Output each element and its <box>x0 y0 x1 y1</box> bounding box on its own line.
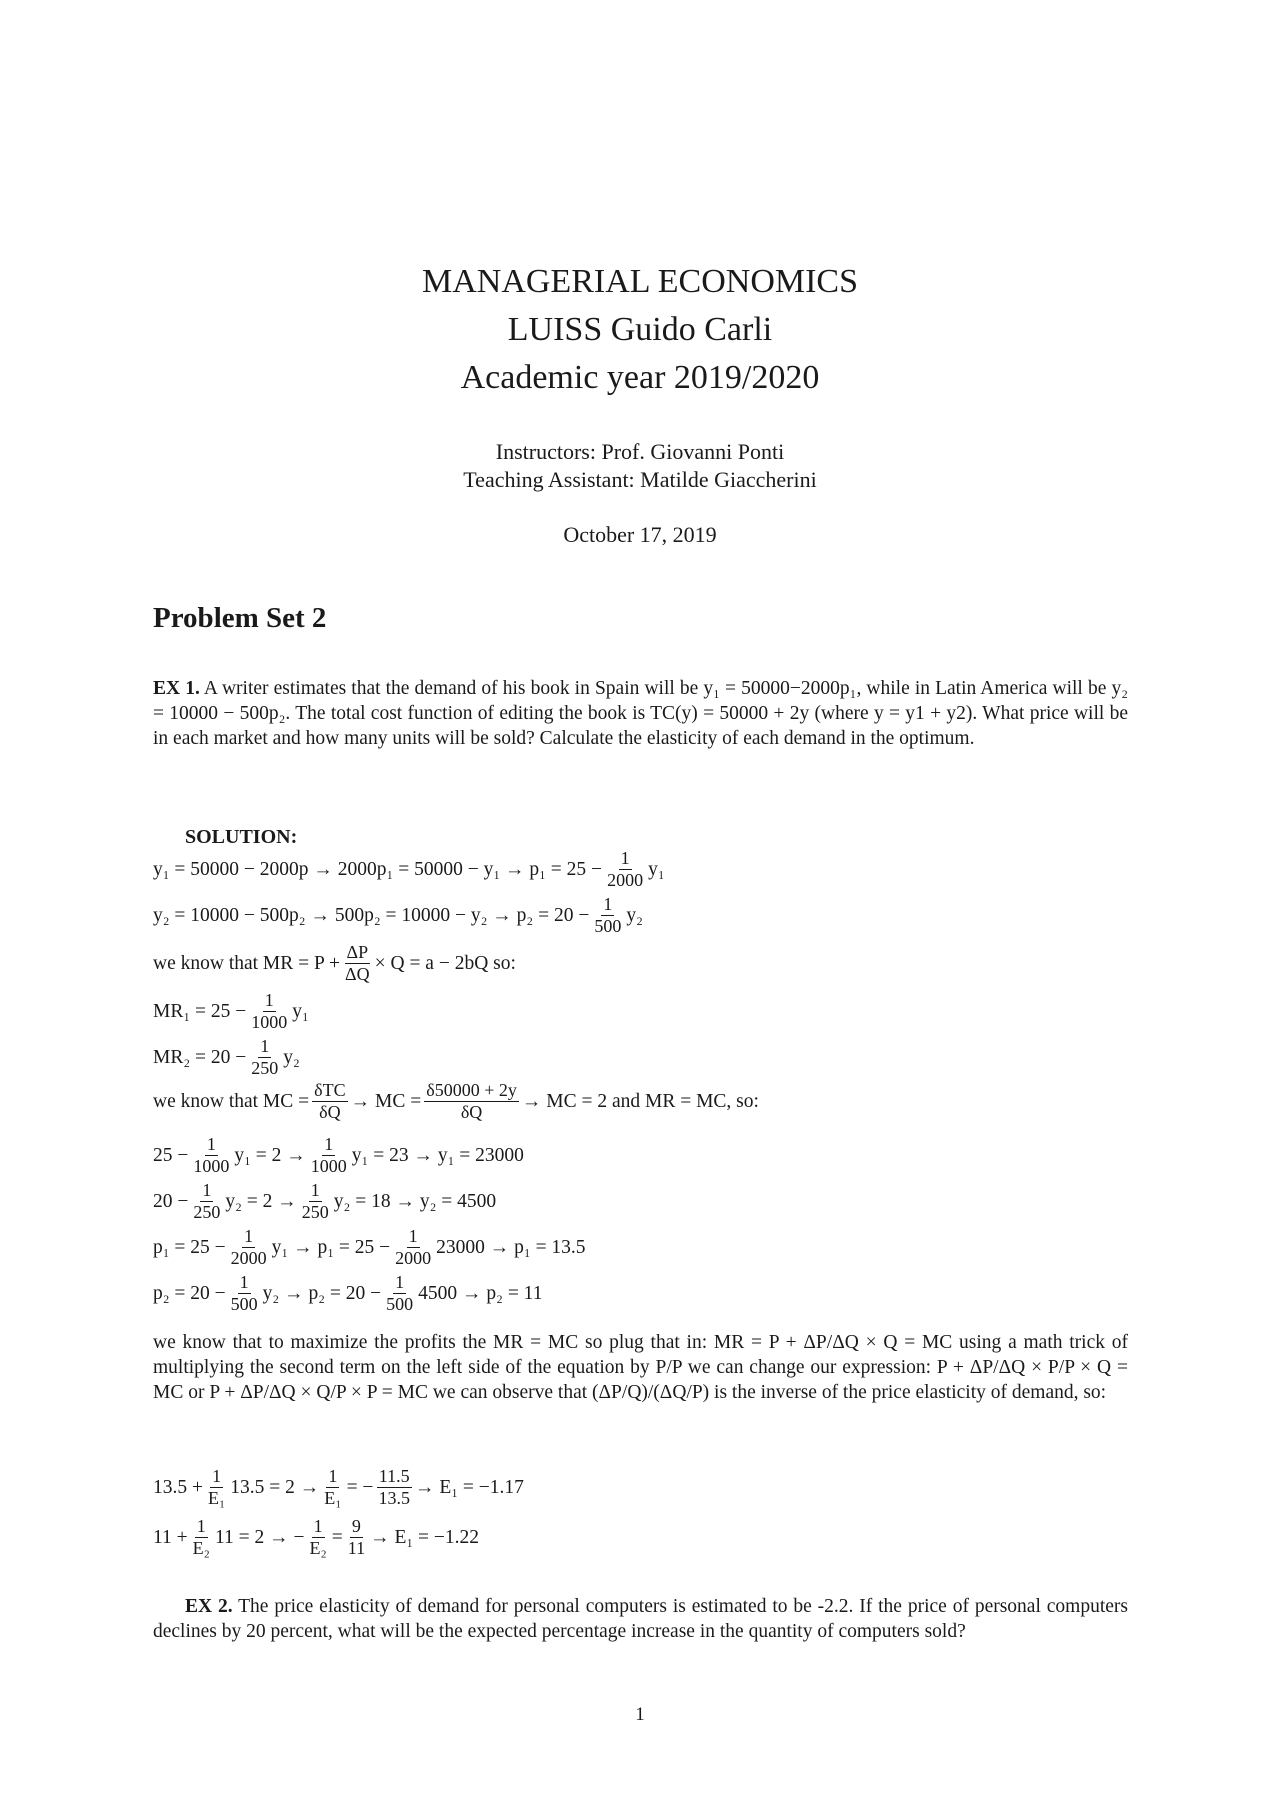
university-name: LUISS Guido Carli <box>507 311 773 348</box>
line-pre: we know that MR = P + <box>153 952 341 974</box>
line-pre: 20 − <box>153 1190 189 1212</box>
staff-block <box>0 438 1280 494</box>
elasticity-line <box>153 1466 524 1509</box>
line-mid: 11 = 2 → − <box>214 1526 305 1548</box>
fraction: $\frac{\Delta P}{\Delta Q}$ <box>345 942 370 984</box>
fraction: $\frac{\text{δTC}}{\delta Q}$ <box>314 1080 346 1122</box>
line-mid: y₁ = 2 → <box>234 1144 306 1166</box>
solution-line <box>153 1080 759 1123</box>
instructors: Instructors: Prof. Giovanni Ponti <box>495 439 785 464</box>
ex2-statement <box>153 1594 1128 1644</box>
fraction: $\frac{1}{1000}$ <box>251 990 288 1032</box>
problem-set-title: Problem Set 2 <box>153 602 327 634</box>
line-pre: p₂ = 20 − <box>153 1282 226 1304</box>
ex1-label: EX 1. <box>153 678 200 699</box>
line-mid: y₂ → p₂ = 20 − <box>262 1282 382 1304</box>
line-post: → E₁ = −1.17 <box>414 1476 524 1498</box>
line-pre: MR₂ = 20 − <box>153 1046 247 1068</box>
line-post: y₁ = 23 → y₁ = 23000 <box>351 1144 524 1166</box>
profit-maximization-text: we know that to maximize the profits the MR = MC so plug that in: MR = P + ΔP/ΔQ × Q = MC using a math trick of multiplying the second term on the left side of the equation by P/P we can change our expression: P + ΔP/ΔQ × P/P × Q = MC or P + ΔP/ΔQ × Q/P × P = MC we can observe that (ΔP/Q)/(ΔQ/P) is the inverse of the price elasticity of demand, so: <box>153 1332 1128 1403</box>
line-post: y₂ <box>626 904 643 926</box>
fraction: $\frac{11.5}{13.5}$ <box>378 1466 410 1508</box>
fraction: $\frac{1}{2000}$ <box>395 1226 432 1268</box>
line-post: → MC = 2 and MR = MC, so: <box>521 1090 759 1112</box>
fraction: $\frac{1}{1000}$ <box>310 1134 347 1176</box>
line-mid: = <box>331 1526 343 1548</box>
fraction: $\frac{1}{2000}$ <box>230 1226 267 1268</box>
line-post: y₂ = 18 → y₂ = 4500 <box>333 1190 497 1212</box>
line-pre: y₁ = 50000 − 2000p → 2000p₁ = 50000 − y₁ → p₁ = 25 − <box>153 858 603 880</box>
line-pre: MR₁ = 25 − <box>153 1000 247 1022</box>
fraction: $\frac{1}{\text{E₁}}$ <box>208 1466 226 1508</box>
course-title: MANAGERIAL ECONOMICS <box>421 263 859 300</box>
line-post: → E₁ = −1.22 <box>370 1526 480 1548</box>
fraction: $\frac{1}{\text{E₁}}$ <box>324 1466 342 1508</box>
line-pre: p₁ = 25 − <box>153 1236 226 1258</box>
line-pre: 11 + <box>153 1526 188 1548</box>
fraction: $\frac{1}{500}$ <box>594 894 622 936</box>
ex1-statement <box>153 676 1128 751</box>
line-mid: 13.5 = 2 → <box>230 1476 320 1498</box>
line-mid: → MC = <box>350 1090 422 1112</box>
solution-line <box>153 1272 542 1315</box>
ex2-text: The price elasticity of demand for personal computers is estimated to be -2.2. If the price of personal computers declines by 20 percent, what will be the expected percentage increase in the quantity of computers sold? <box>153 1596 1128 1642</box>
line-pre: we know that MC = <box>153 1090 310 1112</box>
line-post: y₁ <box>648 858 665 880</box>
line-post: 4500 → p₂ = 11 <box>418 1282 543 1304</box>
fraction: $\frac{1}{250}$ <box>193 1180 221 1222</box>
ex2-label: EX 2. <box>185 1596 233 1617</box>
line-post: y₁ <box>292 1000 309 1022</box>
teaching-assistant: Teaching Assistant: Matilde Giaccherini <box>463 467 817 492</box>
line-mid: y₂ = 2 → <box>225 1190 297 1212</box>
solution-line <box>153 848 665 891</box>
fraction: $\frac{\delta 50000 + 2y}{\delta Q}$ <box>426 1080 517 1122</box>
line-mid: = − <box>346 1476 374 1498</box>
fraction: $\frac{1}{250}$ <box>251 1036 279 1078</box>
fraction: $\frac{1}{1000}$ <box>193 1134 230 1176</box>
line-pre: 25 − <box>153 1144 189 1166</box>
fraction: $\frac{1}{\text{E₂}}$ <box>192 1516 210 1558</box>
title-block <box>0 258 1280 402</box>
fraction: $\frac{1}{250}$ <box>301 1180 329 1222</box>
fraction: $\frac{1}{500}$ <box>230 1272 258 1314</box>
line-pre: y₂ = 10000 − 500p₂ → 500p₂ = 10000 − y₂ → p₂ = 20 − <box>153 904 590 926</box>
solution-line <box>153 942 516 985</box>
academic-year: Academic year 2019/2020 <box>460 359 820 396</box>
fraction: $\frac{1}{500}$ <box>386 1272 414 1314</box>
line-post: × Q = a − 2bQ so: <box>374 952 516 974</box>
solution-line <box>153 1134 524 1177</box>
page-number: 1 <box>635 1704 645 1725</box>
solution-line <box>153 1226 586 1269</box>
solution-line <box>153 1180 496 1223</box>
fraction: $\frac{9}{11}$ <box>347 1516 366 1558</box>
line-mid: y₁ → p₁ = 25 − <box>271 1236 391 1258</box>
fraction: $\frac{1}{2000}$ <box>607 848 644 890</box>
document-date: October 17, 2019 <box>563 522 717 547</box>
ex1-text: A writer estimates that the demand of his book in Spain will be y₁ = 50000−2000p₁, while in Latin America will be y₂ = 10000 − 500p₂. The total cost function of editing the book is TC(y) = 50000 + 2y (where y = y1 + y2). What price will be in each market and how many units will be sold? Calculate the elasticity of each demand in the optimum. <box>153 678 1128 749</box>
solution-line <box>153 1036 300 1079</box>
line-pre: 13.5 + <box>153 1476 203 1498</box>
elasticity-line <box>153 1516 479 1559</box>
solution-line <box>153 990 309 1033</box>
solution-label: SOLUTION: <box>185 826 298 848</box>
fraction: $\frac{1}{\text{E₂}}$ <box>309 1516 327 1558</box>
solution-line <box>153 894 643 937</box>
line-post: 23000 → p₁ = 13.5 <box>436 1236 586 1258</box>
line-post: y₂ <box>283 1046 300 1068</box>
